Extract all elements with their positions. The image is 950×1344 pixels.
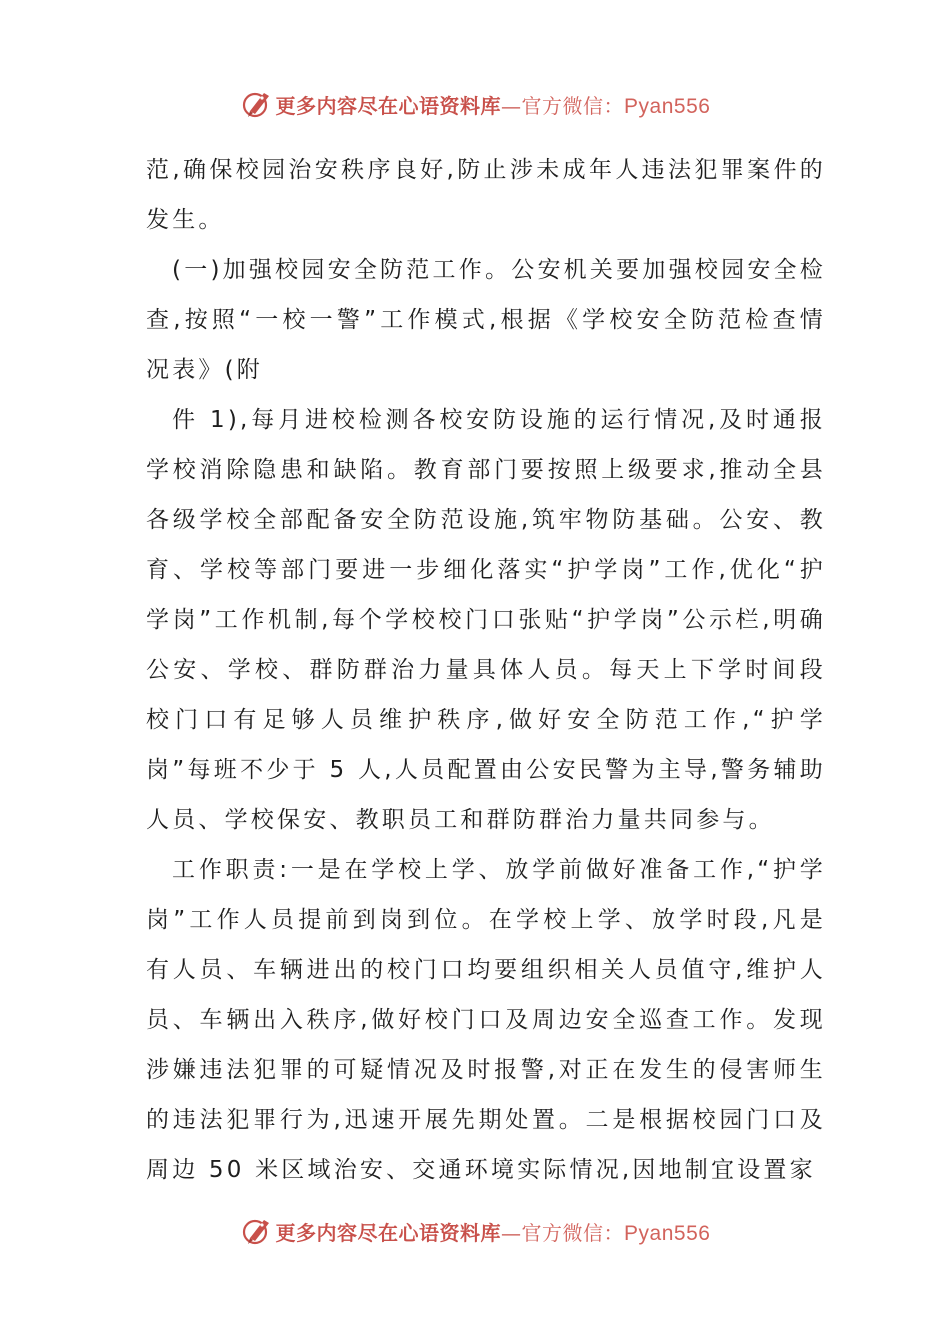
paragraph-2: (一)加强校园安全防范工作。公安机关要加强校园安全检查,按照“一校一警”工作模式,根据《学校安全防范检查情况表》(附 bbox=[146, 257, 826, 383]
footer-banner bbox=[0, 1211, 950, 1251]
header-banner bbox=[0, 84, 950, 124]
pen-nib-logo-icon bbox=[240, 87, 274, 121]
footer-account: Pyan556 bbox=[624, 1221, 711, 1245]
paragraph-1: 范,确保校园治安秩序良好,防止涉未成年人违法犯罪案件的发生。 bbox=[146, 157, 826, 233]
paragraph-3: 件 1),每月进校检测各校安防设施的运行情况,及时通报学校消除隐患和缺陷。教育部门要按照上级要求,推动全县各级学校全部配备安全防范设施,筑牢物防基础。公安、教育、学校等部门要进一步细化落实“护学岗”工作,优化“护学岗”工作机制,每个学校校门口张贴“护学岗”公示栏,明确公安、学校、群防群治力量具体人员。每天上下学时间段校门口有足够人员维护秩序,做好安全防范工作,“护学岗”每班不少于 5 人,人员配置由公安民警为主导,警务辅助人员、学校保安、教职员工和群防群治力量共同参与。 bbox=[146, 407, 826, 833]
pen-nib-logo-icon bbox=[240, 1214, 274, 1248]
footer-text bbox=[276, 1217, 711, 1246]
header-dash: — bbox=[501, 93, 522, 118]
document-body bbox=[146, 145, 826, 1195]
footer-dash: — bbox=[501, 1220, 522, 1245]
header-wechat-label: 官方微信： bbox=[521, 93, 625, 118]
header-account: Pyan556 bbox=[624, 94, 711, 118]
paragraph-4: 工作职责:一是在学校上学、放学前做好准备工作,“护学岗”工作人员提前到岗到位。在学校上学、放学时段,凡是有人员、车辆进出的校门口均要组织相关人员值守,维护人员、车辆出入秩序,做好校门口及周边安全巡查工作。发现涉嫌违法犯罪的可疑情况及时报警,对正在发生的侵害师生的违法犯罪行为,迅速开展先期处置。二是根据校园门口及周边 50 米区域治安、交通环境实际情况,因地制宜设置家 bbox=[146, 857, 826, 1183]
header-text bbox=[276, 90, 711, 119]
footer-wechat-label: 官方微信： bbox=[521, 1220, 625, 1245]
header-site-name: 更多内容尽在心语资料库 bbox=[275, 93, 502, 118]
footer-site-name: 更多内容尽在心语资料库 bbox=[275, 1220, 502, 1245]
